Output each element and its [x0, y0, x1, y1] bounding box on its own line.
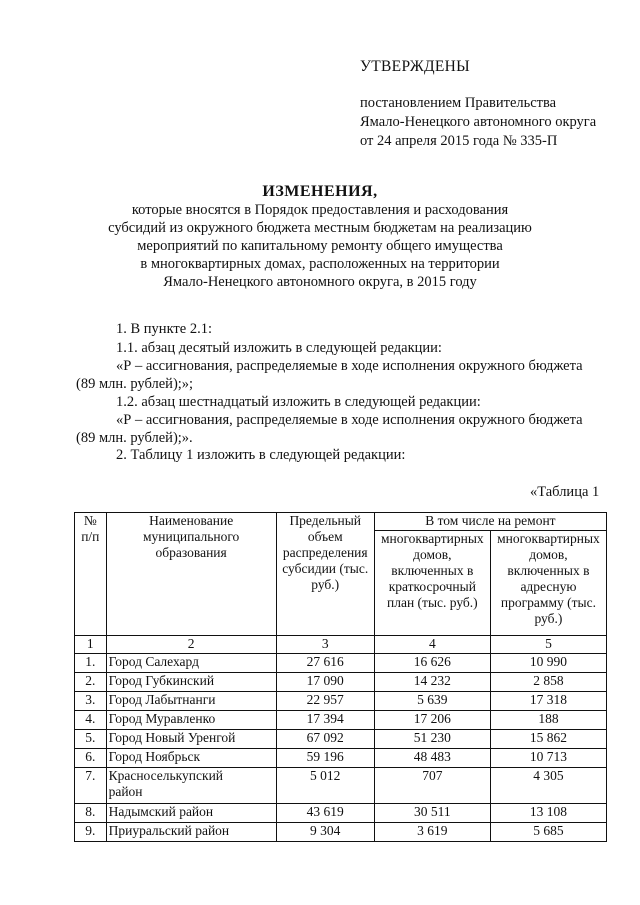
- paragraph: 1.2. абзац шестнадцатый изложить в следующей редакции:: [116, 394, 481, 410]
- subtitle-line: Ямало-Ненецкого автономного округа, в 2015 году: [163, 274, 477, 290]
- approval-title: УТВЕРЖДЕНЫ: [360, 58, 470, 75]
- table-row: [75, 692, 607, 711]
- paragraph: «Р – ассигнования, распределяемые в ходе исполнения окружного бюджета: [116, 358, 583, 374]
- row-short: 17 206: [374, 711, 490, 730]
- subtitle-line: субсидий из окружного бюджета местным бюджетам на реализацию: [108, 220, 532, 236]
- row-short: 14 232: [374, 673, 490, 692]
- row-total: 5 012: [276, 768, 374, 804]
- row-name: Город Ноябрьск: [106, 749, 276, 768]
- document-heading: ИЗМЕНЕНИЯ,: [262, 183, 378, 200]
- row-num: 9.: [75, 823, 107, 842]
- subsidy-table: [74, 512, 607, 842]
- row-name: Город Губкинский: [106, 673, 276, 692]
- row-num: 4.: [75, 711, 107, 730]
- row-addr: 188: [490, 711, 606, 730]
- row-addr: 10 990: [490, 654, 606, 673]
- row-short: 51 230: [374, 730, 490, 749]
- row-total: 22 957: [276, 692, 374, 711]
- row-total: 59 196: [276, 749, 374, 768]
- row-name: Город Салехард: [106, 654, 276, 673]
- row-total: 9 304: [276, 823, 374, 842]
- table-row: [75, 730, 607, 749]
- subtitle-line: мероприятий по капитальному ремонту общего имущества: [137, 238, 503, 254]
- row-num: 3.: [75, 692, 107, 711]
- col-number: 1: [75, 636, 107, 654]
- subtitle-line: которые вносятся в Порядок предоставления и расходования: [131, 202, 509, 218]
- row-addr: 4 305: [490, 768, 606, 804]
- row-name: Город Муравленко: [106, 711, 276, 730]
- row-addr: 10 713: [490, 749, 606, 768]
- row-total: 17 394: [276, 711, 374, 730]
- row-total: 17 090: [276, 673, 374, 692]
- subtitle-line: в многоквартирных домах, расположенных на территории: [140, 256, 500, 272]
- col-number: 5: [490, 636, 606, 654]
- approval-line: от 24 апреля 2015 года № 335-П: [360, 133, 558, 149]
- paragraph: 1. В пункте 2.1:: [116, 321, 212, 337]
- table-caption: «Таблица 1: [530, 484, 600, 500]
- paragraph: (89 млн. рублей);»;: [76, 376, 194, 392]
- header-num: № п/п: [75, 513, 107, 636]
- row-addr: 17 318: [490, 692, 606, 711]
- row-total: 43 619: [276, 804, 374, 823]
- header-group: В том числе на ремонт: [374, 513, 606, 531]
- row-name: Приуральский район: [106, 823, 276, 842]
- table-row: [75, 804, 607, 823]
- col-number: 4: [374, 636, 490, 654]
- row-short: 707: [374, 768, 490, 804]
- row-num: 1.: [75, 654, 107, 673]
- paragraph: 2. Таблицу 1 изложить в следующей редакции:: [116, 447, 406, 463]
- row-addr: 13 108: [490, 804, 606, 823]
- row-addr: 5 685: [490, 823, 606, 842]
- header-name: Наименование муниципального образования: [106, 513, 276, 636]
- approval-line: постановлением Правительства: [360, 95, 557, 111]
- row-name: Красноселькупский район: [106, 768, 276, 804]
- row-addr: 2 858: [490, 673, 606, 692]
- table-row: [75, 711, 607, 730]
- row-short: 48 483: [374, 749, 490, 768]
- row-num: 5.: [75, 730, 107, 749]
- approval-line: Ямало-Ненецкого автономного округа: [360, 114, 597, 130]
- row-short: 5 639: [374, 692, 490, 711]
- row-name: Город Лабытнанги: [106, 692, 276, 711]
- table-row: [75, 673, 607, 692]
- paragraph: (89 млн. рублей);».: [76, 430, 193, 446]
- row-name: Город Новый Уренгой: [106, 730, 276, 749]
- row-num: 2.: [75, 673, 107, 692]
- table-row: [75, 749, 607, 768]
- row-name: Надымский район: [106, 804, 276, 823]
- row-total: 67 092: [276, 730, 374, 749]
- header-address-program: многоквартирных домов, включенных в адресную программу (тыс. руб.): [490, 531, 606, 636]
- paragraph: «Р – ассигнования, распределяемые в ходе исполнения окружного бюджета: [116, 412, 583, 428]
- col-number: 3: [276, 636, 374, 654]
- row-num: 8.: [75, 804, 107, 823]
- row-num: 7.: [75, 768, 107, 804]
- table-row: [75, 654, 607, 673]
- row-total: 27 616: [276, 654, 374, 673]
- row-short: 3 619: [374, 823, 490, 842]
- col-number: 2: [106, 636, 276, 654]
- table-row: [75, 768, 607, 804]
- row-num: 6.: [75, 749, 107, 768]
- header-total: Предельный объем распределения субсидии (тыс. руб.): [276, 513, 374, 636]
- row-addr: 15 862: [490, 730, 606, 749]
- table-row: [75, 823, 607, 842]
- row-short: 16 626: [374, 654, 490, 673]
- paragraph: 1.1. абзац десятый изложить в следующей редакции:: [116, 340, 442, 356]
- header-short-plan: многоквартирных домов, включенных в краткосрочный план (тыс. руб.): [374, 531, 490, 636]
- row-short: 30 511: [374, 804, 490, 823]
